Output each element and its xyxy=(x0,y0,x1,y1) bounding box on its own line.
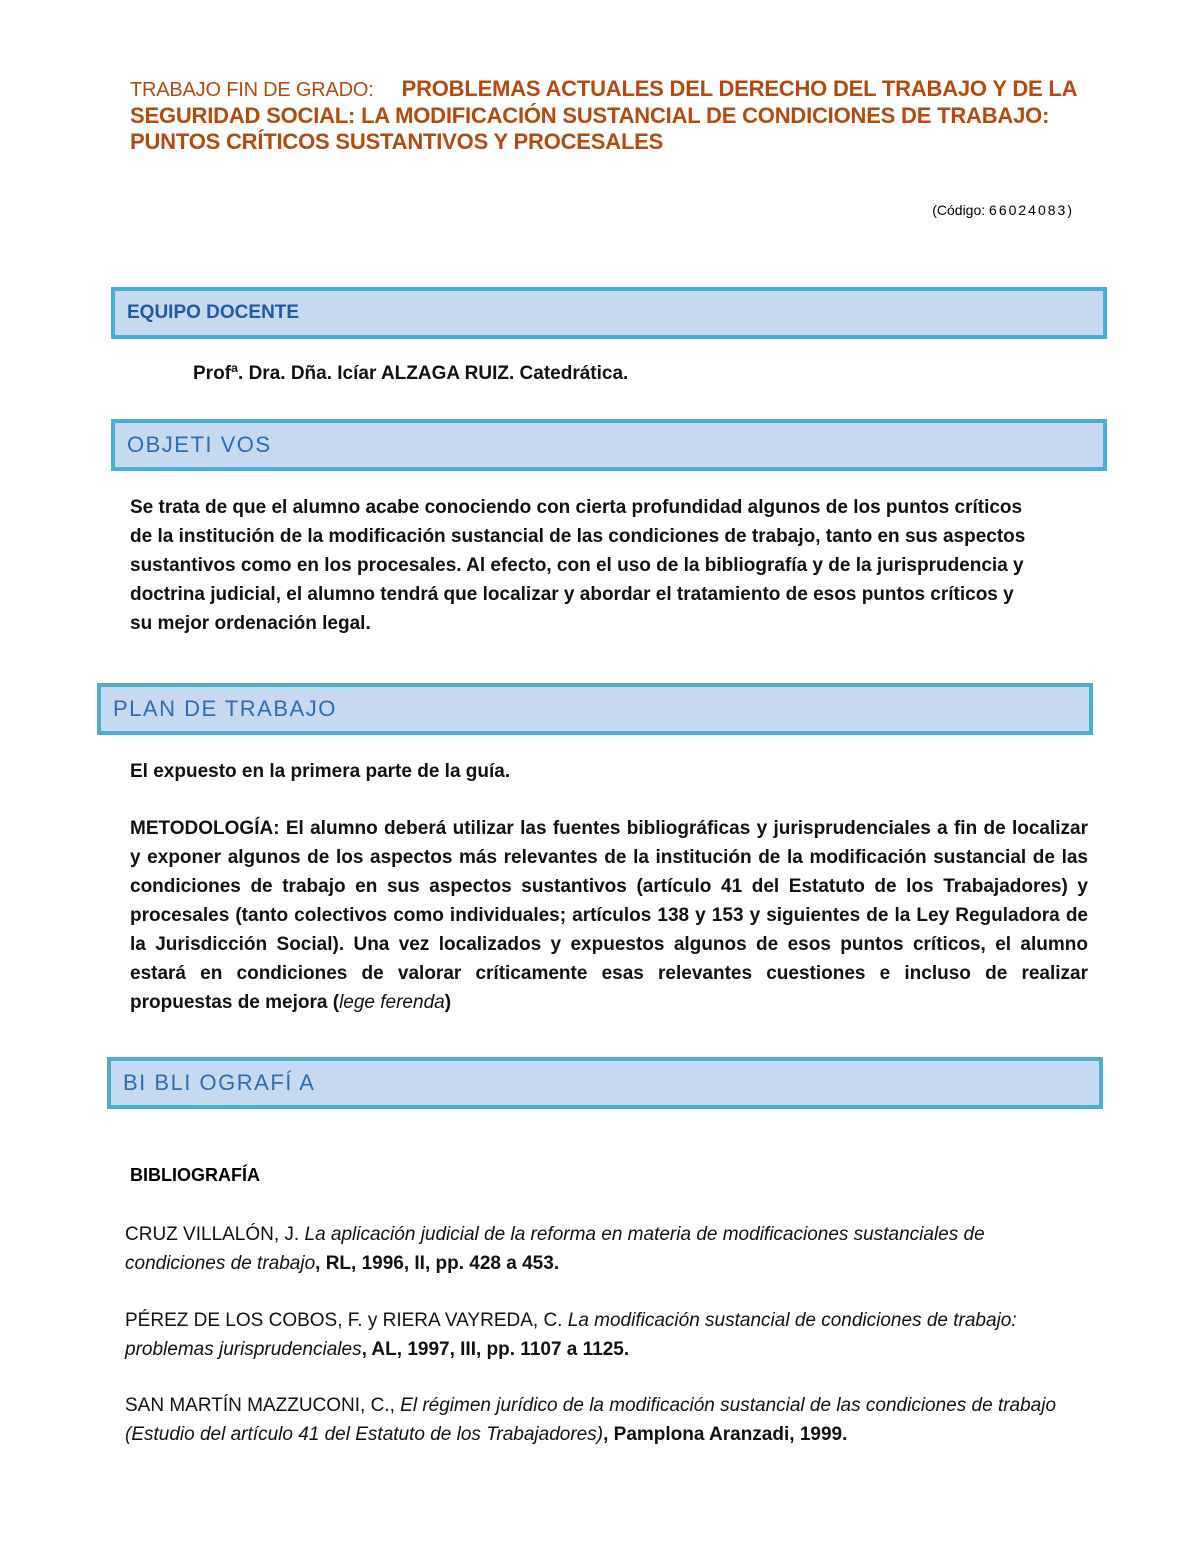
section-header-equipo-docente xyxy=(111,287,1107,339)
section-heading-equipo-docente: EQUIPO DOCENTE xyxy=(127,302,300,323)
objetivos-line: Se trata de que el alumno acabe conociendo con cierta profundidad algunos de los puntos críticos xyxy=(130,497,1023,518)
title-prefix: TRABAJO FIN DE GRADO: xyxy=(130,79,374,101)
bib-details: , Pamplona Aranzadi, 1999. xyxy=(603,1424,848,1445)
bibliografia-subheading: BIBLIOGRAFÍA xyxy=(130,1165,260,1185)
metodologia-label: METODOLOGÍA: xyxy=(130,818,280,839)
metodologia-end: ) xyxy=(444,992,452,1013)
bib-author: PÉREZ DE LOS COBOS, F. y RIERA VAYREDA, C. xyxy=(125,1310,563,1331)
metodologia-paragraph xyxy=(130,814,1088,1017)
section-heading-objetivos: OBJETI VOS xyxy=(127,432,272,457)
bib-author: SAN MARTÍN MAZZUCONI, C., xyxy=(125,1395,395,1416)
bib-title: La aplicación judicial de la reforma en materia de modificaciones sustanciales de condiciones de trabajo xyxy=(125,1224,985,1274)
section-heading-plan-de-trabajo: PLAN DE TRABAJO xyxy=(113,696,337,721)
section-header-objetivos xyxy=(111,419,1107,471)
bibliography-entry xyxy=(125,1306,1085,1364)
bib-title: El régimen jurídico de la modificación sustancial de las condiciones de trabajo (Estudio del artículo 41 del Estatuto de los Trabajadores) xyxy=(125,1395,1057,1445)
title-main: PROBLEMAS ACTUALES DEL DERECHO DEL TRABAJO Y DE LA SEGURIDAD SOCIAL: LA MODIFICACIÓN SUSTANCIAL DE CONDICIONES DE TRABAJO: PUNTOS CRÍTICOS SUSTANTIVOS Y PROCESALES xyxy=(130,76,1077,154)
bibliography-entry xyxy=(125,1220,1085,1278)
objetivos-line: de la institución de la modificación sustancial de las condiciones de trabajo, tanto en sus aspectos xyxy=(130,526,1026,547)
objetivos-line: doctrina judicial, el alumno tendrá que localizar y abordar el tratamiento de esos puntos críticos y xyxy=(130,584,1014,605)
objetivos-line: su mejor ordenación legal. xyxy=(130,613,371,634)
bibliography-entry xyxy=(125,1391,1085,1449)
bib-title: La modificación sustancial de condiciones de trabajo: problemas jurisprudenciales xyxy=(125,1310,1017,1360)
objetivos-line: sustantivos como en los procesales. Al efecto, con el uso de la bibliografía y de la jurisprudencia y xyxy=(130,555,1024,576)
course-code-close: ) xyxy=(1067,202,1072,218)
metodologia-text: El alumno deberá utilizar las fuentes bibliográficas y jurisprudenciales a fin de localizar y exponer algunos de los aspectos más relevantes de la institución de la modificación sustancial de las condiciones de trabajo en sus aspectos sustantivos (artículo 41 del Estatuto de los Trabajadores) y procesales (tanto colectivos como individuales; artículos 138 y 153 y siguientes de la Ley Reguladora de la Jurisdicción Social). Una vez localizados y expuestos algunos de esos puntos críticos, el alumno estará en condiciones de valorar críticamente esas relevantes cuestiones e incluso de realizar propuestas de mejora ( xyxy=(130,818,1088,1013)
teacher-name xyxy=(193,359,993,388)
section-header-bibliografia xyxy=(107,1057,1103,1109)
teacher-name-text: Profª. Dra. Dña. Icíar ALZAGA RUIZ. Catedrática. xyxy=(193,363,629,384)
course-code xyxy=(800,202,1072,218)
section-header-plan-de-trabajo xyxy=(97,683,1093,735)
course-code-value: 66024083 xyxy=(989,202,1068,218)
bib-details: , RL, 1996, II, pp. 428 a 453. xyxy=(315,1253,560,1274)
course-code-label: (Código: xyxy=(932,202,986,218)
plan-intro: El expuesto en la primera parte de la guía. xyxy=(130,761,511,782)
bib-author: CRUZ VILLALÓN, J. xyxy=(125,1224,300,1245)
section-heading-bibliografia: BI BLI OGRAFÍ A xyxy=(123,1070,316,1095)
document-title xyxy=(130,76,1090,155)
metodologia-italic: lege ferenda xyxy=(339,992,445,1013)
bib-details: , AL, 1997, III, pp. 1107 a 1125. xyxy=(361,1339,630,1360)
objetivos-paragraph xyxy=(130,493,1080,638)
